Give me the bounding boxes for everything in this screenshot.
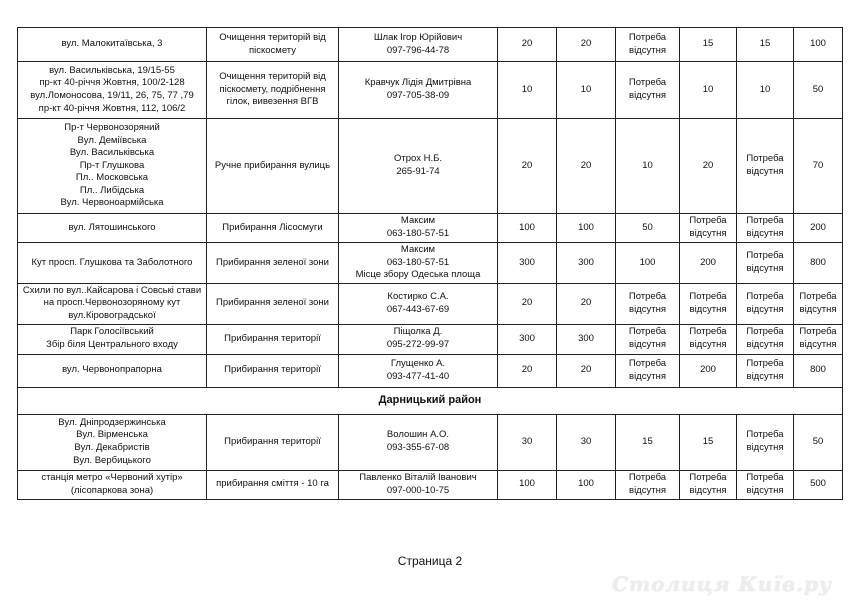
volunteers-1-cell: 30: [498, 414, 557, 470]
volunteers-2-cell: 20: [557, 119, 616, 214]
bags-cell: Потреба відсутня: [616, 62, 680, 119]
work-type-cell: Прибирання Лісосмуги: [207, 214, 339, 243]
total-cell: 70: [794, 119, 843, 214]
work-type-cell: прибирання сміття - 10 га: [207, 470, 339, 499]
volunteers-2-cell: 300: [557, 324, 616, 354]
contact-cell: Отрох Н.Б. 265-91-74: [339, 119, 498, 214]
bags-cell: Потреба відсутня: [616, 28, 680, 62]
volunteers-1-cell: 300: [498, 324, 557, 354]
contact-cell: Павленко Віталій Іванович 097-000-10-75: [339, 470, 498, 499]
volunteers-2-cell: 20: [557, 354, 616, 387]
work-type-cell: Очищення територій від піскосмету: [207, 28, 339, 62]
gloves-cell: 15: [680, 414, 737, 470]
work-type-cell: Прибирання території: [207, 414, 339, 470]
gloves-cell: 200: [680, 243, 737, 284]
gloves-cell: Потреба відсутня: [680, 470, 737, 499]
work-type-cell: Очищення територій від піскосмету, подрібнення гілок, вивезення ВГВ: [207, 62, 339, 119]
volunteers-2-cell: 30: [557, 414, 616, 470]
location-cell: Вул. Дніпродзержинська Вул. Вірменська Вул. Декабристів Вул. Вербицького: [18, 414, 207, 470]
cleanup-table: [17, 27, 843, 500]
work-type-cell: Прибирання зеленої зони: [207, 243, 339, 284]
total-cell: 100: [794, 28, 843, 62]
table-row: [18, 214, 843, 243]
gloves-cell: 15: [680, 28, 737, 62]
bags-cell: Потреба відсутня: [616, 283, 680, 324]
rakes-cell: Потреба відсутня: [737, 243, 794, 284]
total-cell: Потреба відсутня: [794, 324, 843, 354]
volunteers-2-cell: 20: [557, 28, 616, 62]
rakes-cell: Потреба відсутня: [737, 283, 794, 324]
volunteers-1-cell: 20: [498, 283, 557, 324]
section-title: Дарницький район: [18, 387, 843, 414]
table-row: [18, 28, 843, 62]
site-watermark: Столиця Київ.ру: [612, 572, 832, 596]
table-row: [18, 324, 843, 354]
total-cell: 50: [794, 62, 843, 119]
volunteers-1-cell: 100: [498, 214, 557, 243]
rakes-cell: Потреба відсутня: [737, 414, 794, 470]
total-cell: 200: [794, 214, 843, 243]
volunteers-1-cell: 20: [498, 28, 557, 62]
volunteers-1-cell: 10: [498, 62, 557, 119]
total-cell: 50: [794, 414, 843, 470]
volunteers-1-cell: 20: [498, 354, 557, 387]
location-cell: Парк Голосіївський Збір біля Центрального входу: [18, 324, 207, 354]
volunteers-2-cell: 100: [557, 214, 616, 243]
location-cell: вул. Васильківська, 19/15-55 пр-кт 40-річчя Жовтня, 100/2-128 вул.Ломоносова, 19/11, 26, 75, 77 ,79 пр-кт 40-річчя Жовтня, 112, 106/2: [18, 62, 207, 119]
total-cell: 800: [794, 354, 843, 387]
contact-cell: Глущенко А. 093-477-41-40: [339, 354, 498, 387]
location-cell: вул. Червонопрапорна: [18, 354, 207, 387]
table-row: [18, 283, 843, 324]
gloves-cell: Потреба відсутня: [680, 214, 737, 243]
contact-cell: Шлак Ігор Юрійович 097-796-44-78: [339, 28, 498, 62]
work-type-cell: Прибирання зеленої зони: [207, 283, 339, 324]
gloves-cell: Потреба відсутня: [680, 283, 737, 324]
rakes-cell: Потреба відсутня: [737, 214, 794, 243]
bags-cell: 15: [616, 414, 680, 470]
location-cell: станція метро «Червоний хутір» (лісопаркова зона): [18, 470, 207, 499]
bags-cell: 100: [616, 243, 680, 284]
bags-cell: 50: [616, 214, 680, 243]
table-row: [18, 119, 843, 214]
volunteers-2-cell: 20: [557, 283, 616, 324]
total-cell: Потреба відсутня: [794, 283, 843, 324]
volunteers-2-cell: 10: [557, 62, 616, 119]
rakes-cell: 15: [737, 28, 794, 62]
location-cell: вул. Лятошинського: [18, 214, 207, 243]
table-row: [18, 414, 843, 470]
volunteers-2-cell: 100: [557, 470, 616, 499]
work-type-cell: Прибирання території: [207, 354, 339, 387]
work-type-cell: Ручне прибирання вулиць: [207, 119, 339, 214]
volunteers-1-cell: 300: [498, 243, 557, 284]
contact-cell: Максим 063-180-57-51 Місце збору Одеська площа: [339, 243, 498, 284]
volunteers-1-cell: 100: [498, 470, 557, 499]
gloves-cell: 20: [680, 119, 737, 214]
bags-cell: Потреба відсутня: [616, 470, 680, 499]
table-row: [18, 62, 843, 119]
section-row: [18, 387, 843, 414]
page-footer: Страница 2: [397, 554, 463, 568]
total-cell: 800: [794, 243, 843, 284]
location-cell: Кут просп. Глушкова та Заболотного: [18, 243, 207, 284]
location-cell: Пр-т Червонозоряний Вул. Деміївська Вул. Васильківська Пр-т Глушкова Пл.. Московська Пл.. Либідська Вул. Червоноармійська: [18, 119, 207, 214]
bags-cell: Потреба відсутня: [616, 354, 680, 387]
gloves-cell: 200: [680, 354, 737, 387]
rakes-cell: Потреба відсутня: [737, 470, 794, 499]
work-type-cell: Прибирання території: [207, 324, 339, 354]
contact-cell: Костирко С.А. 067-443-67-69: [339, 283, 498, 324]
rakes-cell: 10: [737, 62, 794, 119]
rakes-cell: Потреба відсутня: [737, 354, 794, 387]
location-cell: вул. Малокитаївська, 3: [18, 28, 207, 62]
volunteers-2-cell: 300: [557, 243, 616, 284]
contact-cell: Максим 063-180-57-51: [339, 214, 498, 243]
gloves-cell: 10: [680, 62, 737, 119]
table-row: [18, 470, 843, 499]
contact-cell: Кравчук Лідія Дмитрівна 097-705-38-09: [339, 62, 498, 119]
bags-cell: Потреба відсутня: [616, 324, 680, 354]
rakes-cell: Потреба відсутня: [737, 324, 794, 354]
volunteers-1-cell: 20: [498, 119, 557, 214]
table-row: [18, 243, 843, 284]
location-cell: Схили по вул..Кайсарова і Совські стави на просп.Червонозоряному кут вул.Кіровоградської: [18, 283, 207, 324]
table-row: [18, 354, 843, 387]
contact-cell: Піщолка Д. 095-272-99-97: [339, 324, 498, 354]
bags-cell: 10: [616, 119, 680, 214]
rakes-cell: Потреба відсутня: [737, 119, 794, 214]
gloves-cell: Потреба відсутня: [680, 324, 737, 354]
total-cell: 500: [794, 470, 843, 499]
contact-cell: Волошин А.О. 093-355-67-08: [339, 414, 498, 470]
